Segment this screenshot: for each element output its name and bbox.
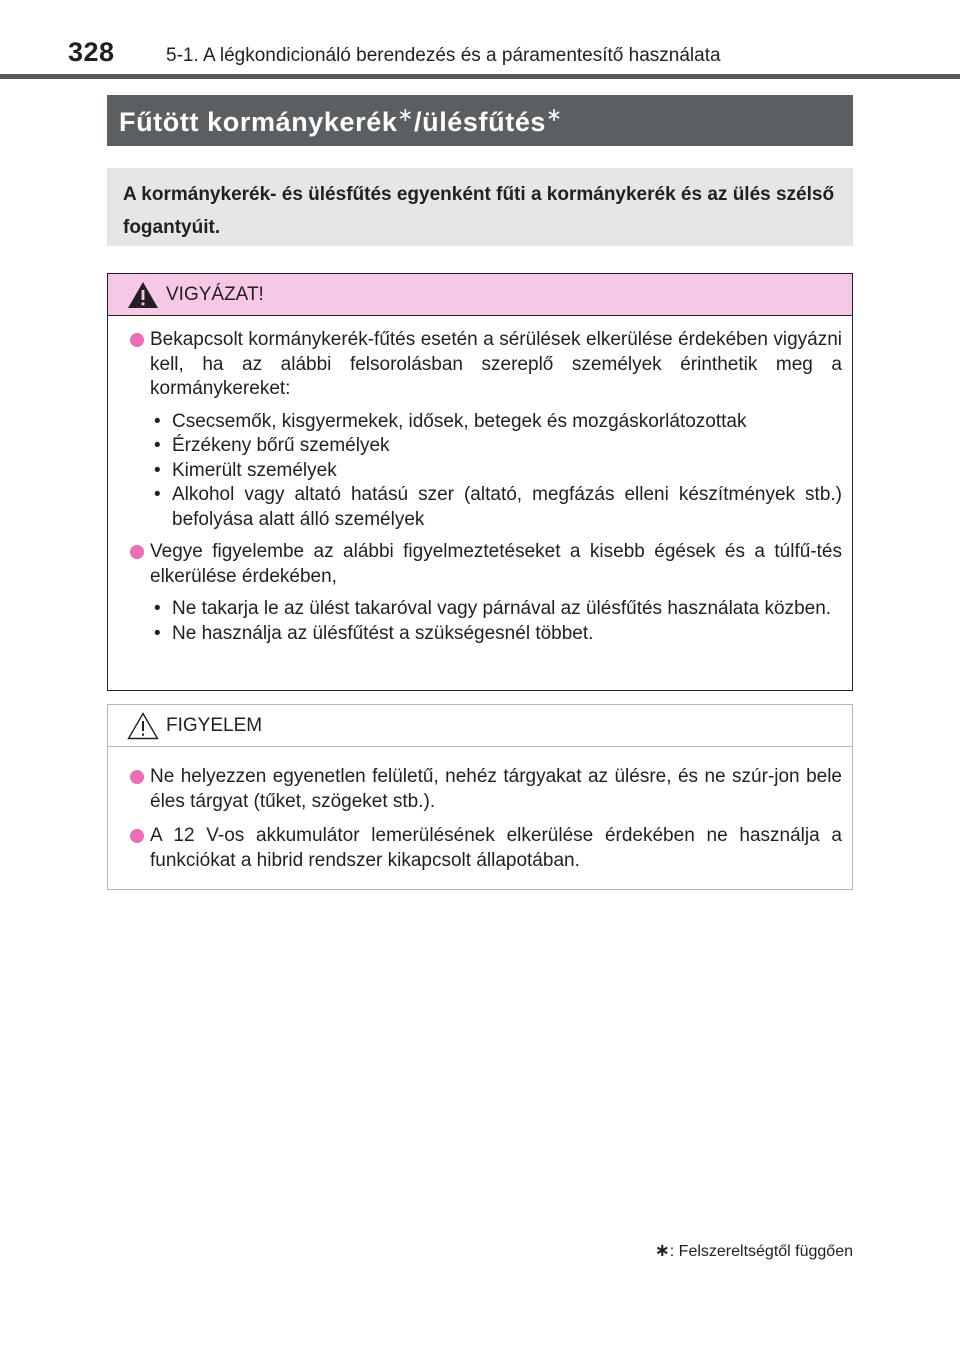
footnote-text: : Felszereltségtől függően [669,1243,853,1260]
list-item [130,434,842,459]
asterisk-mark: ∗ [654,1240,670,1260]
caution-triangle-icon [126,711,160,741]
caution-item-text: A 12 V-os akkumulátor lemerülésének elkerülése érdekében ne használja a funkciókat a hibrid rendszer kikapcsolt állapotában. [150,825,842,871]
list-item [130,483,842,532]
section-title [107,95,853,146]
caution-label: FIGYELEM [166,715,263,736]
list-item-text: Kimerült személyek [172,459,337,481]
caution-header [108,705,852,747]
bullet-icon: • [154,410,161,432]
caution-item-text: Ne helyezzen egyenetlen felületű, nehéz tárgyakat az ülésre, és ne szúr-jon bele éles tárgyat (tűket, szögeket stb.). [150,766,842,812]
warning-sub-list [130,410,842,533]
warning-label: VIGYÁZAT! [166,284,264,305]
list-item-text: Csecsemők, kisgyermekek, idősek, betegek és mozgáskorlátozottak [172,410,747,432]
caution-body [108,747,852,873]
bullet-icon: • [154,459,161,481]
caution-item [130,765,842,814]
section-title-part2: /ülésfűtés [414,107,547,137]
warning-header [108,274,852,316]
bullet-icon: • [154,598,161,619]
bullet-dot-icon [130,333,144,347]
chapter-title: 5-1. A légkondicionáló berendezés és a páramentesítő használata [166,45,721,66]
warning-item [130,540,842,589]
warning-sub-list [130,597,842,646]
warning-body [108,316,852,646]
list-item-text: Ne takarja le az ülést takaróval vagy párnával az ülésfűtés használata közben. [172,598,832,619]
bullet-icon: • [154,622,161,644]
warning-item-text: Bekapcsolt kormánykerék-fűtés esetén a sérülések elkerülése érdekében vigyázni kell, ha az alábbi felsorolásban szereplő személyek érinthetik meg a kormánykereket: [150,329,842,399]
intro-text: A kormánykerék- és ülésfűtés egyenként fűti a kormánykerék és az ülés szélső fogantyúit. [123,184,835,238]
asterisk-mark: ∗ [546,105,563,126]
caution-item [130,824,842,873]
bullet-icon: • [154,484,161,505]
asterisk-mark: ∗ [397,105,415,126]
warning-item [130,328,842,402]
list-item [130,459,842,484]
bullet-dot-icon [130,829,144,843]
warning-triangle-icon [126,280,160,310]
warning-box [107,273,853,691]
list-item-text: Ne használja az ülésfűtést a szükségesnél többet. [172,622,594,644]
warning-item-text: Vegye figyelembe az alábbi figyelmeztetéseket a kisebb égések és a túlfű-tés elkerülése érdekében, [150,541,842,587]
page-header [0,0,960,80]
section-title-part1: Fűtött kormánykerék [119,107,398,137]
footnote [655,1240,853,1261]
list-item [130,410,842,435]
list-item [130,597,842,622]
page-number: 328 [68,37,115,67]
list-item-text: Érzékeny bőrű személyek [172,435,390,456]
list-item [130,622,842,647]
header-rule [0,74,960,79]
caution-box [107,704,853,890]
bullet-dot-icon [130,545,144,559]
bullet-icon: • [154,435,161,456]
intro-box [107,168,853,246]
list-item-text: Alkohol vagy altató hatású szer (altató, megfázás elleni készítmények stb.) befolyása alatt álló személyek [172,484,842,530]
bullet-dot-icon [130,770,144,784]
